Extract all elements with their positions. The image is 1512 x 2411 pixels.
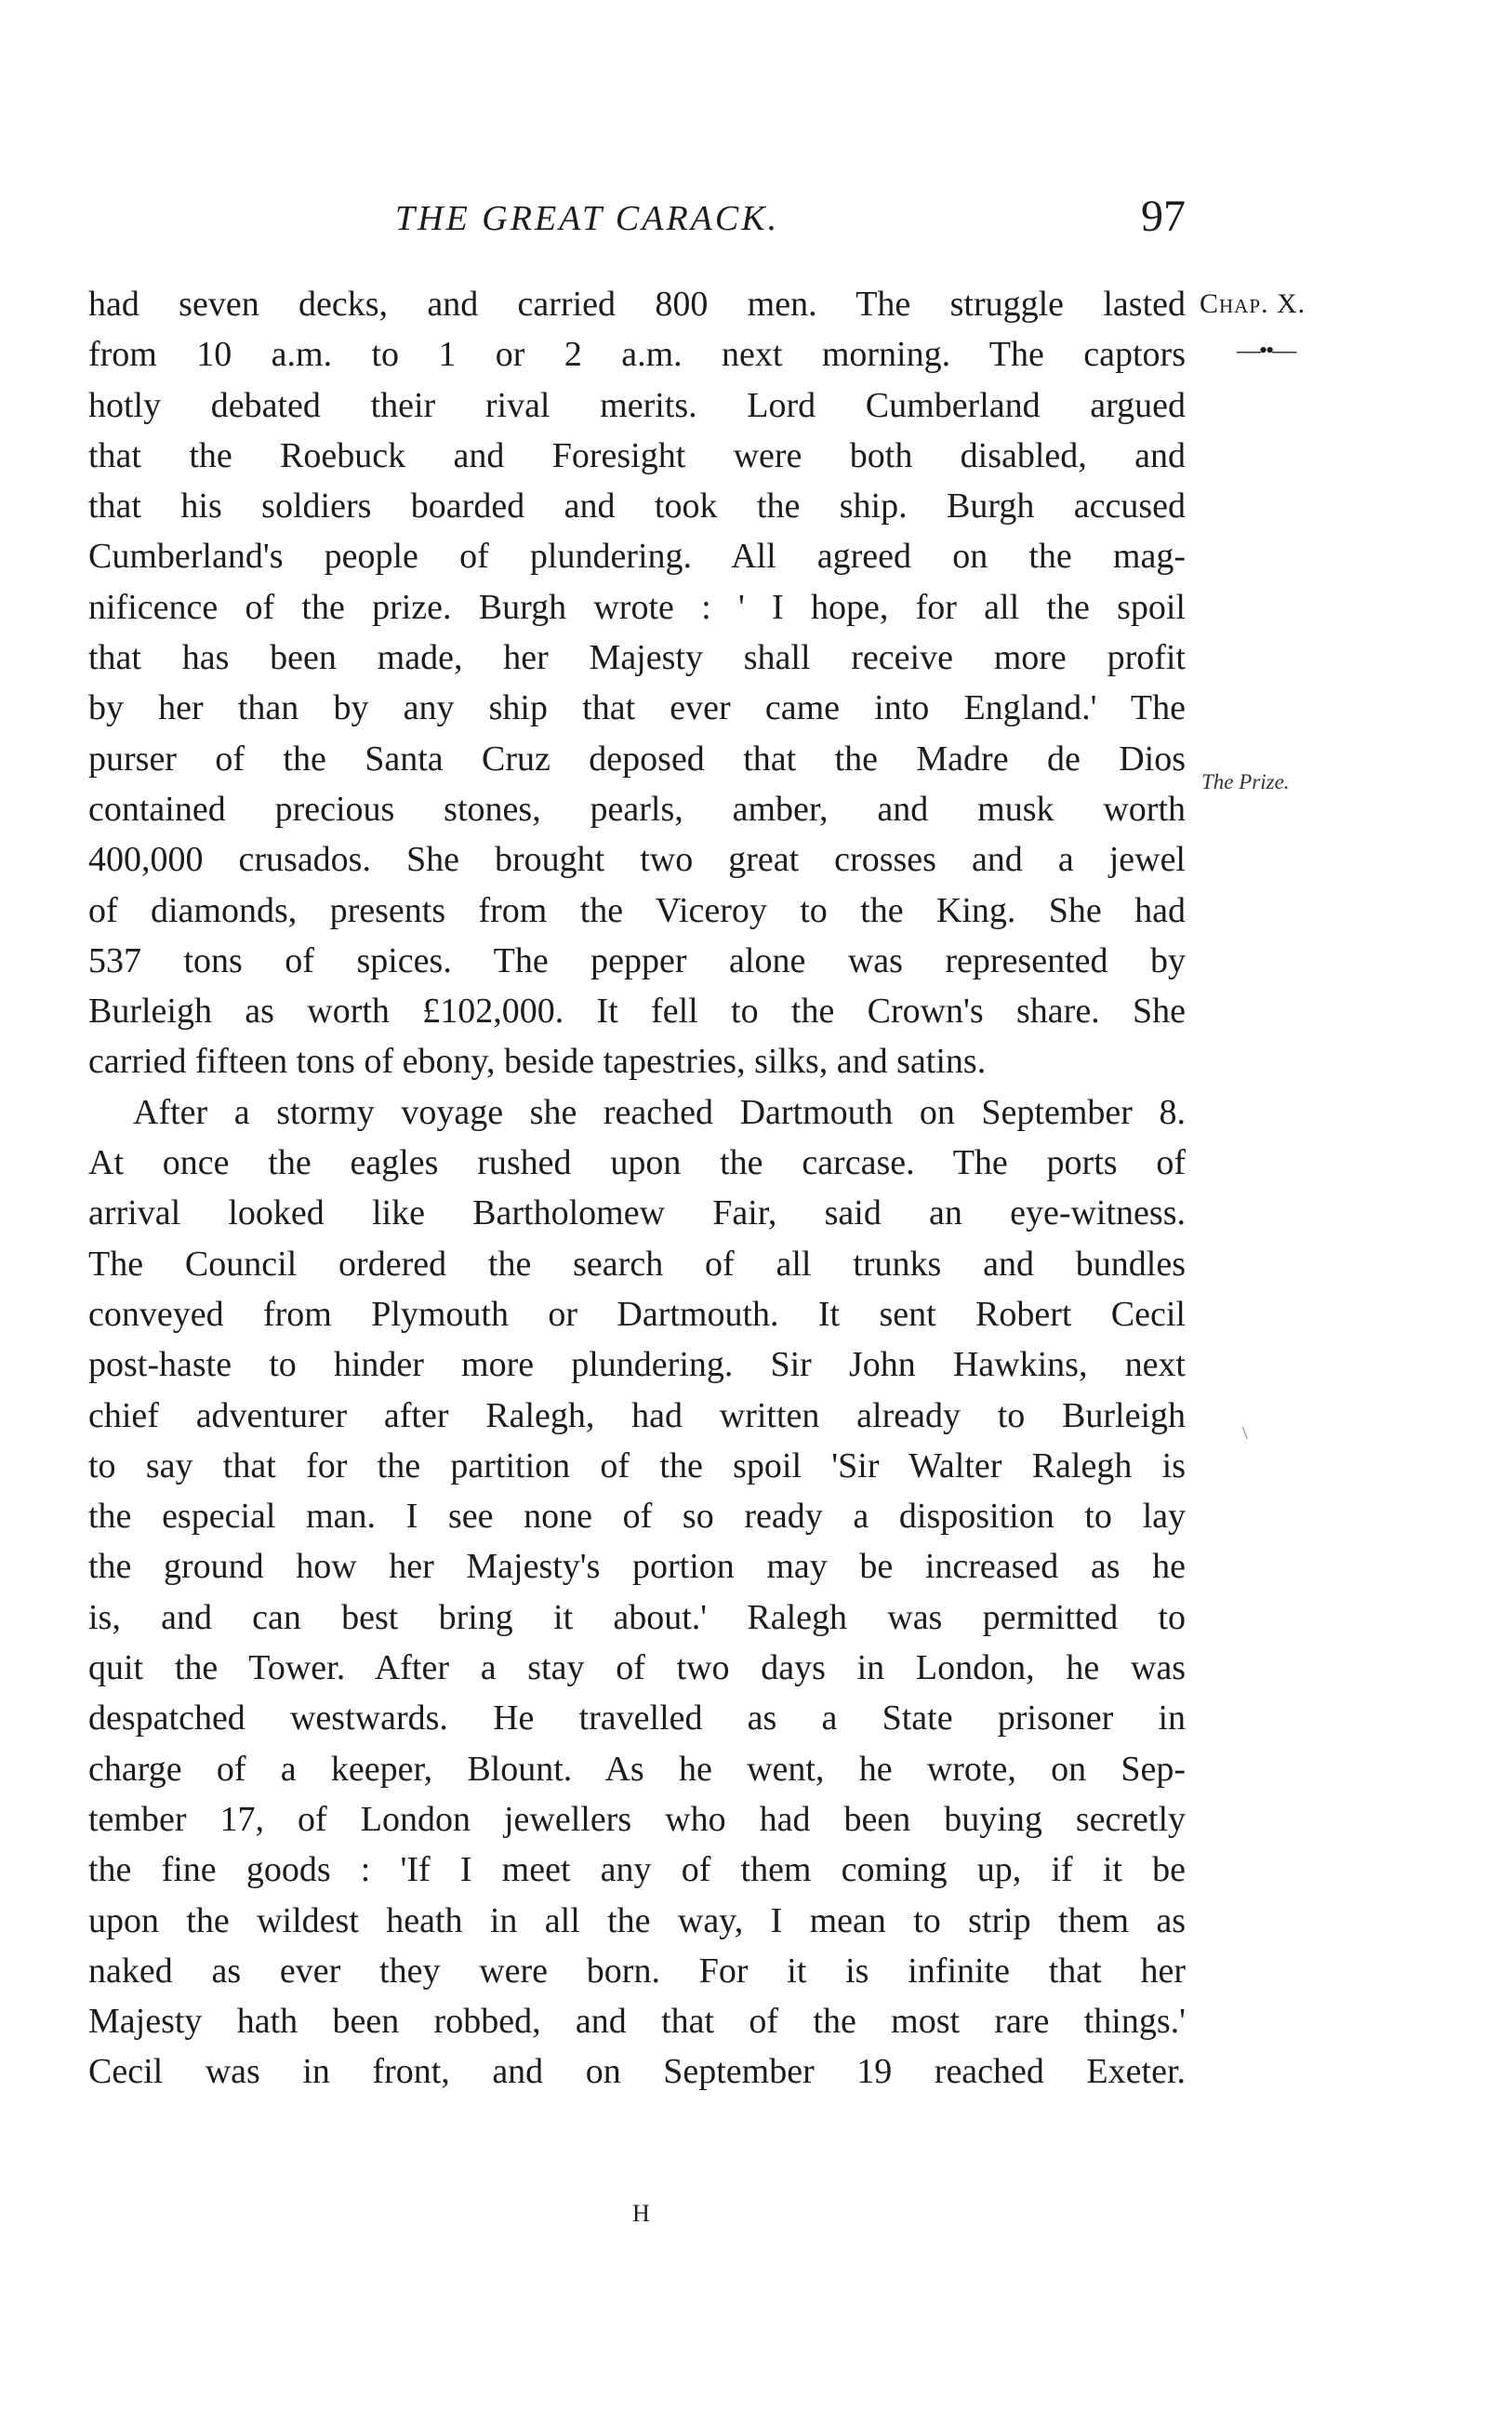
text-line: charge of a keeper, Blount. As he went, he wrote, on Sep- [88,1749,1186,1789]
text-line: that the Roebuck and Foresight were both disabled, and [88,435,1186,475]
text-line: by her than by any ship that ever came into England.' The [88,688,1186,728]
text-line: At once the eagles rushed upon the carcase. The ports of [88,1143,1186,1183]
page-number: 97 [1141,192,1186,241]
text-line: arrival looked like Bartholomew Fair, said an eye-witness. [88,1193,1186,1233]
stray-mark: \ [1242,1423,1248,1444]
text-line-paragraph-start: After a stormy voyage she reached Dartmouth on September 8. [133,1092,1186,1132]
text-line: the ground how her Majesty's portion may be increased as he [88,1547,1186,1587]
text-line: Majesty hath been robbed, and that of the most rare things.' [88,2002,1186,2042]
text-line: that his soldiers boarded and took the ship. Burgh accused [88,486,1186,526]
text-line: Burleigh as worth £102,000. It fell to the Crown's share. She [88,992,1186,1032]
text-line: hotly debated their rival merits. Lord Cumberland argued [88,385,1186,425]
text-line: post-haste to hinder more plundering. Sir John Hawkins, next [88,1345,1186,1385]
text-line: the especial man. I see none of so ready a disposition to lay [88,1497,1186,1537]
side-note: The Prize. [1201,770,1290,793]
text-line: The Council ordered the search of all trunks and bundles [88,1244,1186,1284]
signature-mark: H [632,2200,651,2227]
text-line: tember 17, of London jewellers who had been buying secretly [88,1799,1186,1839]
text-line: had seven decks, and carried 800 men. The struggle lasted [88,285,1186,324]
text-line: naked as ever they were born. For it is infinite that her [88,1951,1186,1991]
text-line: of diamonds, presents from the Viceroy to the King. She had [88,890,1186,930]
text-line: nificence of the prize. Burgh wrote : ' I hope, for all the spoil [88,587,1186,627]
chapter-mark: Chap. X. [1200,288,1306,319]
running-head [88,191,1186,256]
text-line: chief adventurer after Ralegh, had written already to Burleigh [88,1395,1186,1435]
text-line: from 10 a.m. to 1 or 2 a.m. next morning. The captors [88,335,1186,375]
ornament-dash-icon: —••— [1237,337,1295,364]
text-line: carried fifteen tons of ebony, beside tapestries, silks, and satins. [88,1042,987,1082]
body-text [88,279,1186,2098]
text-line: to say that for the partition of the spoil 'Sir Walter Ralegh is [88,1445,1186,1485]
text-line: 400,000 crusados. She brought two great crosses and a jewel [88,840,1186,880]
text-line: is, and can best bring it about.' Ralegh was permitted to [88,1597,1186,1637]
running-title: THE GREAT CARACK. [395,199,780,238]
text-line: conveyed from Plymouth or Dartmouth. It sent Robert Cecil [88,1294,1186,1334]
text-line: the fine goods : 'If I meet any of them coming up, if it be [88,1850,1186,1890]
text-line: that has been made, her Majesty shall receive more profit [88,638,1186,678]
text-line: Cumberland's people of plundering. All agreed on the mag- [88,537,1186,577]
text-line: Cecil was in front, and on September 19 reached Exeter. [88,2052,1186,2092]
text-line: purser of the Santa Cruz deposed that the Madre de Dios [88,739,1186,779]
text-line: upon the wildest heath in all the way, I mean to strip them as [88,1900,1186,1940]
text-line: contained precious stones, pearls, amber, and musk worth [88,789,1186,829]
text-line: despatched westwards. He travelled as a State prisoner in [88,1698,1186,1738]
text-line: quit the Tower. After a stay of two days in London, he was [88,1648,1186,1688]
text-line: 537 tons of spices. The pepper alone was represented by [88,940,1186,980]
